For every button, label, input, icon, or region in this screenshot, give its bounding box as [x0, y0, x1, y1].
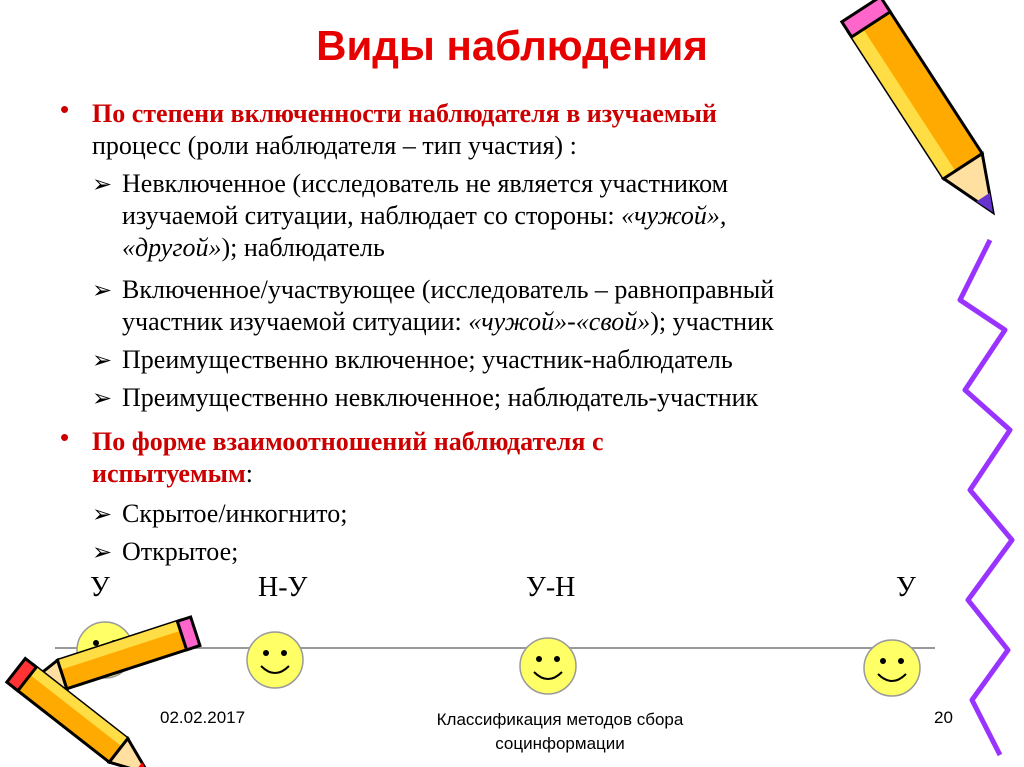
bullet-dot: •	[60, 94, 70, 124]
smiley-icon	[247, 632, 303, 688]
section1-heading-line1: По степени включенности наблюдателя в изучаемый	[92, 99, 717, 128]
footer-date: 02.02.2017	[160, 708, 246, 727]
scale-label-u: У	[90, 572, 110, 603]
arrow-bullet: ➢	[92, 276, 113, 304]
arrow-bullet: ➢	[92, 170, 113, 198]
footer-title: Классификация методов сбора социнформации	[436, 710, 684, 753]
section2-heading-line1: По форме взаимоотношений наблюдателя с	[92, 427, 604, 456]
item3-line1: Преимущественно включенное; участник-наблюдатель	[122, 345, 733, 374]
scale-label-u-end: У	[896, 572, 916, 603]
smiley-icon	[864, 640, 920, 696]
item2-line2: участник изучаемой ситуации: «чужой»-«свой»); участник	[122, 307, 774, 336]
section2-item2: Открытое;	[122, 537, 239, 566]
section1-heading-line2: процесс (роли наблюдателя – тип участия) :	[92, 131, 577, 160]
page-number: 20	[934, 708, 953, 727]
bullet-dot: •	[60, 422, 70, 452]
arrow-bullet: ➢	[92, 346, 113, 374]
item1-line3: «другой»); наблюдатель	[122, 233, 385, 262]
pencil-icon	[858, 0, 1008, 245]
item1-line1: Невключенное (исследователь не является участником	[122, 169, 729, 198]
arrow-bullet: ➢	[92, 538, 113, 566]
item1-line2: изучаемой ситуации, наблюдает со стороны: «чужой»,	[122, 201, 727, 230]
item4-line1: Преимущественно невключенное; наблюдатель-участник	[122, 383, 759, 412]
scale-label-nu: Н-У	[258, 572, 308, 603]
section2-heading-line2: испытуемым:	[92, 459, 253, 488]
pencil-icon	[0, 620, 210, 765]
arrow-bullet: ➢	[92, 500, 113, 528]
smiley-icon	[520, 638, 576, 694]
squiggle-decoration	[950, 240, 1024, 760]
item2-line1: Включенное/участвующее (исследователь – равноправный	[122, 275, 775, 304]
scale-label-un: У-Н	[526, 572, 576, 603]
section2-item1: Скрытое/инкогнито;	[122, 499, 348, 528]
slide-title: Виды наблюдения	[316, 22, 708, 69]
arrow-bullet: ➢	[92, 384, 113, 412]
